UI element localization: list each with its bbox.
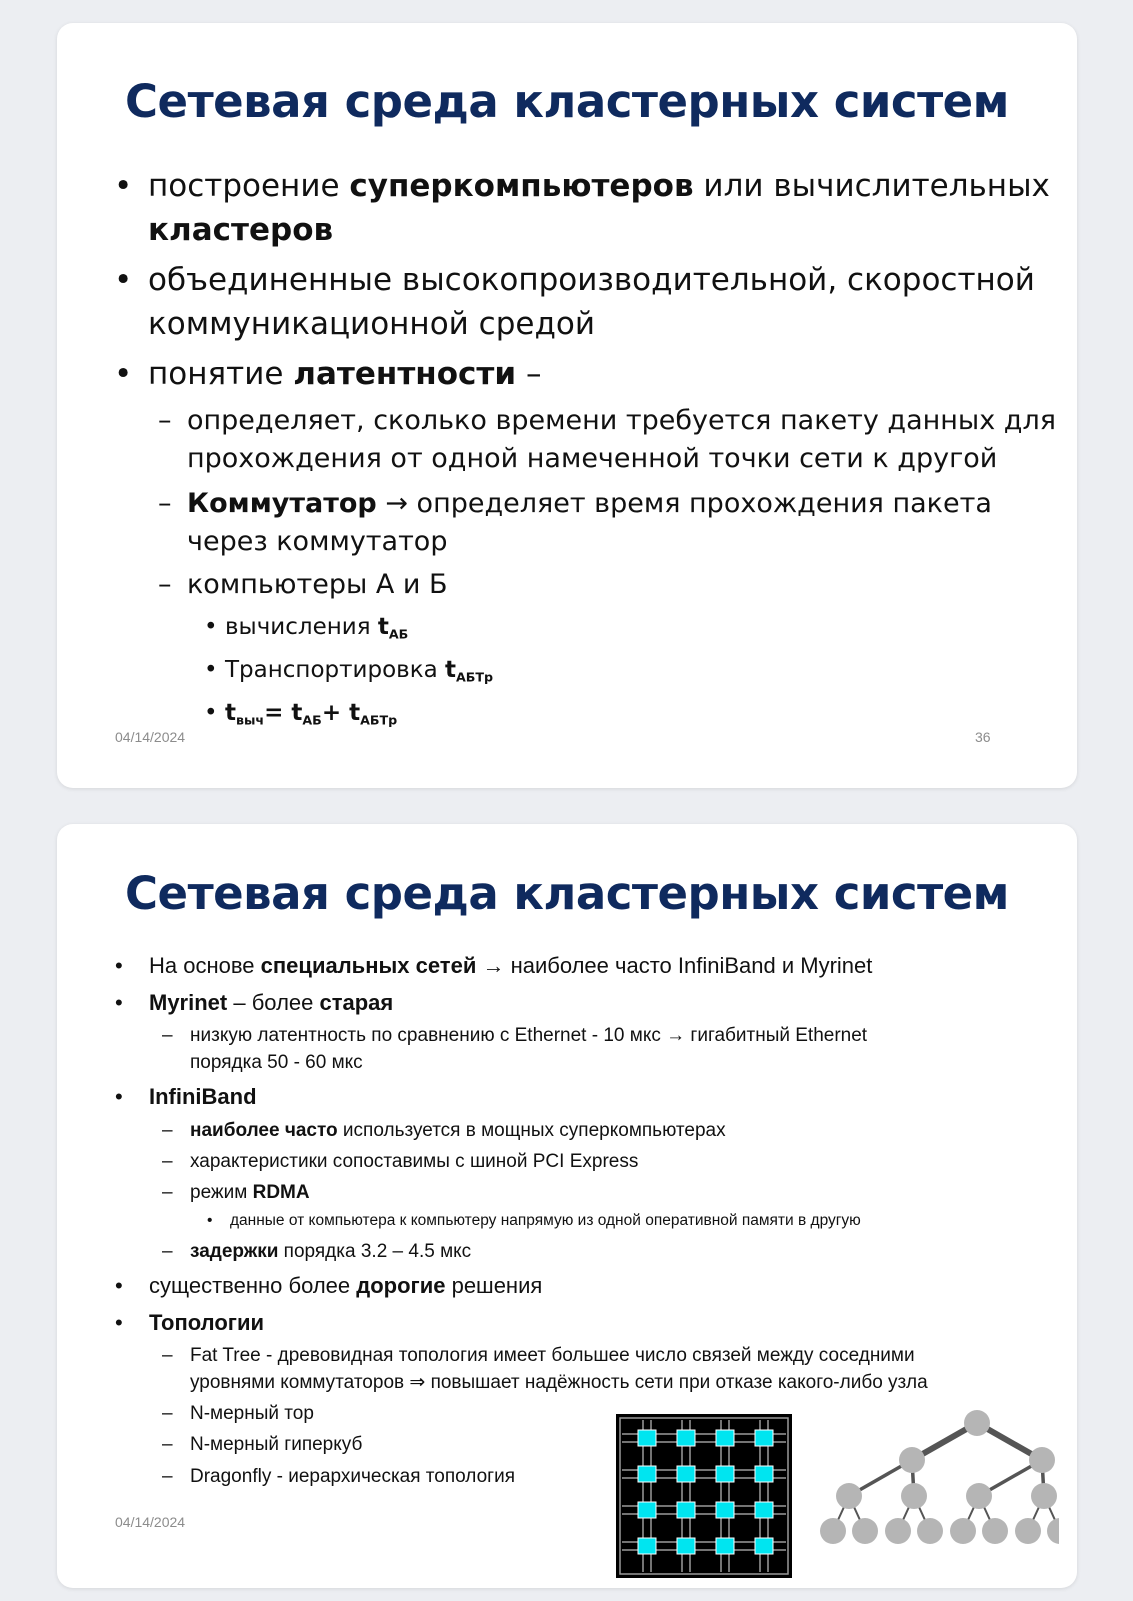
tree-node [852,1518,878,1544]
tree-node [1031,1483,1057,1509]
tree-node [950,1518,976,1544]
text: режим [190,1182,253,1203]
bullet-marker: • [207,1212,213,1229]
tree-node [901,1483,927,1509]
slide-number: 36 [975,729,991,745]
dash-marker: – [158,488,172,519]
t-symbol: t [445,657,457,683]
bold-text: наиболее часто [190,1120,338,1141]
torus-node [677,1538,695,1554]
torus-node [638,1466,656,1482]
tree-node [1029,1447,1055,1473]
text: определяет, сколько времени требуется пакету данных для [187,405,1056,436]
text: объединенные высокопроизводительной, скоростной [148,262,1035,298]
list-item: N-мерный гиперкуб [190,1434,363,1455]
list-item: Топологии [149,1310,265,1335]
dash-marker: – [162,1151,173,1172]
text: – [516,356,542,392]
torus-topology-diagram [616,1414,792,1578]
subscript: АБТр [360,712,398,728]
text: низкую латентность по сравнению с Ethernet - 10 мкс → гигабитный Ethernet [190,1025,868,1046]
bold-text: задержки [190,1241,279,1262]
torus-node [638,1538,656,1554]
list-item [149,951,872,981]
torus-node [755,1466,773,1482]
torus-node [716,1466,734,1482]
bold-text: специальных сетей [260,953,477,978]
torus-node [677,1466,695,1482]
bullet-marker: • [204,614,218,640]
list-item [187,402,1056,478]
dash-marker: – [162,1466,173,1487]
bullet-marker: • [114,356,133,392]
bold-text: Коммутатор [187,488,377,519]
text: прохождения от одной намеченной точки сети к другой [187,443,998,474]
bullet-marker: • [115,1273,123,1298]
list-item: Dragonfly - иерархическая топология [190,1466,516,1487]
text: коммуникационной средой [148,306,596,342]
tree-node [836,1483,862,1509]
text: уровнями коммутаторов ⇒ повышает надёжность сети при отказе какого-либо узла [190,1372,928,1393]
tree-node [1015,1518,1041,1544]
bullet-marker: • [115,1310,123,1335]
list-item: данные от компьютера к компьютеру напрямую из одной оперативной памяти в другую [230,1212,861,1229]
list-item [225,612,408,649]
bold-text: Myrinet [149,990,228,1015]
text: Fat Tree - древовидная топология имеет большее число связей между соседними [190,1345,915,1366]
text: – более [227,990,320,1015]
slide-date: 04/14/2024 [115,729,186,745]
bold-text: суперкомпьютеров [349,168,694,204]
list-item [187,485,992,561]
torus-node [755,1430,773,1446]
text: Транспортировка [225,657,446,683]
list-item: компьютеры А и Б [187,569,448,600]
dash-marker: – [158,405,172,436]
list-item [190,1022,867,1076]
dash-marker: – [162,1120,173,1141]
bold-text: дорогие [356,1273,446,1298]
t-symbol: t [377,614,389,640]
text: порядка 50 - 60 мкс [190,1052,363,1073]
bold-text: старая [319,990,394,1015]
torus-node [677,1502,695,1518]
torus-node [638,1430,656,1446]
torus-node [716,1538,734,1554]
bullet-marker: • [115,953,123,978]
text: понятие [148,356,294,392]
fat-tree-topology-diagram [787,1409,1059,1579]
text: решения [445,1273,543,1298]
text: порядка 3.2 – 4.5 мкс [278,1241,472,1262]
bold-text: кластеров [148,212,334,248]
t-symbol: t [225,700,236,726]
list-item [190,1342,928,1396]
formula [225,698,397,735]
list-item [148,352,541,396]
equals-sign: = [264,700,292,726]
bullet-marker: • [114,168,133,204]
torus-node [716,1502,734,1518]
list-item [190,1179,310,1206]
text: На основе [149,953,261,978]
bullet-marker: • [204,700,218,726]
list-item [148,258,1035,346]
torus-node [716,1430,734,1446]
text: используется в мощных суперкомпьютерах [337,1120,726,1141]
list-item [190,1238,471,1265]
tree-links [833,1423,1059,1531]
dash-marker: – [162,1182,173,1203]
text: вычисления [225,614,378,640]
t-symbol: t [291,700,303,726]
t-symbol: t [349,700,361,726]
tree-nodes [820,1410,1059,1544]
dash-marker: – [162,1025,173,1046]
list-item: N-мерный тор [190,1403,314,1424]
subscript: АБТр [456,669,494,685]
slide-title: Сетевая среда кластерных систем [125,867,1009,920]
text: → определяет время прохождения пакета [376,488,992,519]
bold-text: RDMA [252,1182,310,1203]
subscript: АБ [302,712,322,728]
text: построение [148,168,350,204]
slide-37 [57,824,1077,1588]
list-item [149,988,393,1018]
bullet-marker: • [115,1084,123,1109]
list-item [190,1117,726,1144]
list-item [225,655,493,692]
tree-node [1047,1518,1059,1544]
list-item: характеристики сопоставимы с шиной PCI Express [190,1151,639,1172]
tree-node [966,1483,992,1509]
tree-node [982,1518,1008,1544]
dash-marker: – [162,1241,173,1262]
tree-node [917,1518,943,1544]
tree-node [820,1518,846,1544]
bullet-marker: • [114,262,133,298]
slide-date: 04/14/2024 [115,1514,186,1530]
dash-marker: – [162,1434,173,1455]
torus-node [755,1538,773,1554]
subscript: АБ [388,626,409,642]
text: или вычислительных [693,168,1050,204]
tree-node [964,1410,990,1436]
torus-node [638,1502,656,1518]
dash-marker: – [162,1403,173,1424]
subscript: выч [236,712,265,728]
torus-node [755,1502,773,1518]
bullet-marker: • [204,657,218,683]
tree-node [885,1518,911,1544]
dash-marker: – [158,569,172,600]
list-item: InfiniBand [149,1084,257,1109]
text: через коммутатор [187,526,448,557]
list-item [149,1271,542,1301]
slide-title: Сетевая среда кластерных систем [125,75,1009,128]
text: → наиболее часто InfiniBand и Myrinet [476,953,873,978]
text: существенно более [149,1273,357,1298]
bullet-marker: • [115,990,123,1015]
bold-text: латентности [293,356,517,392]
dash-marker: – [162,1345,173,1366]
list-item [148,164,1050,252]
slide-36 [57,23,1077,788]
tree-node [899,1447,925,1473]
plus-sign: + [321,700,350,726]
torus-node [677,1430,695,1446]
